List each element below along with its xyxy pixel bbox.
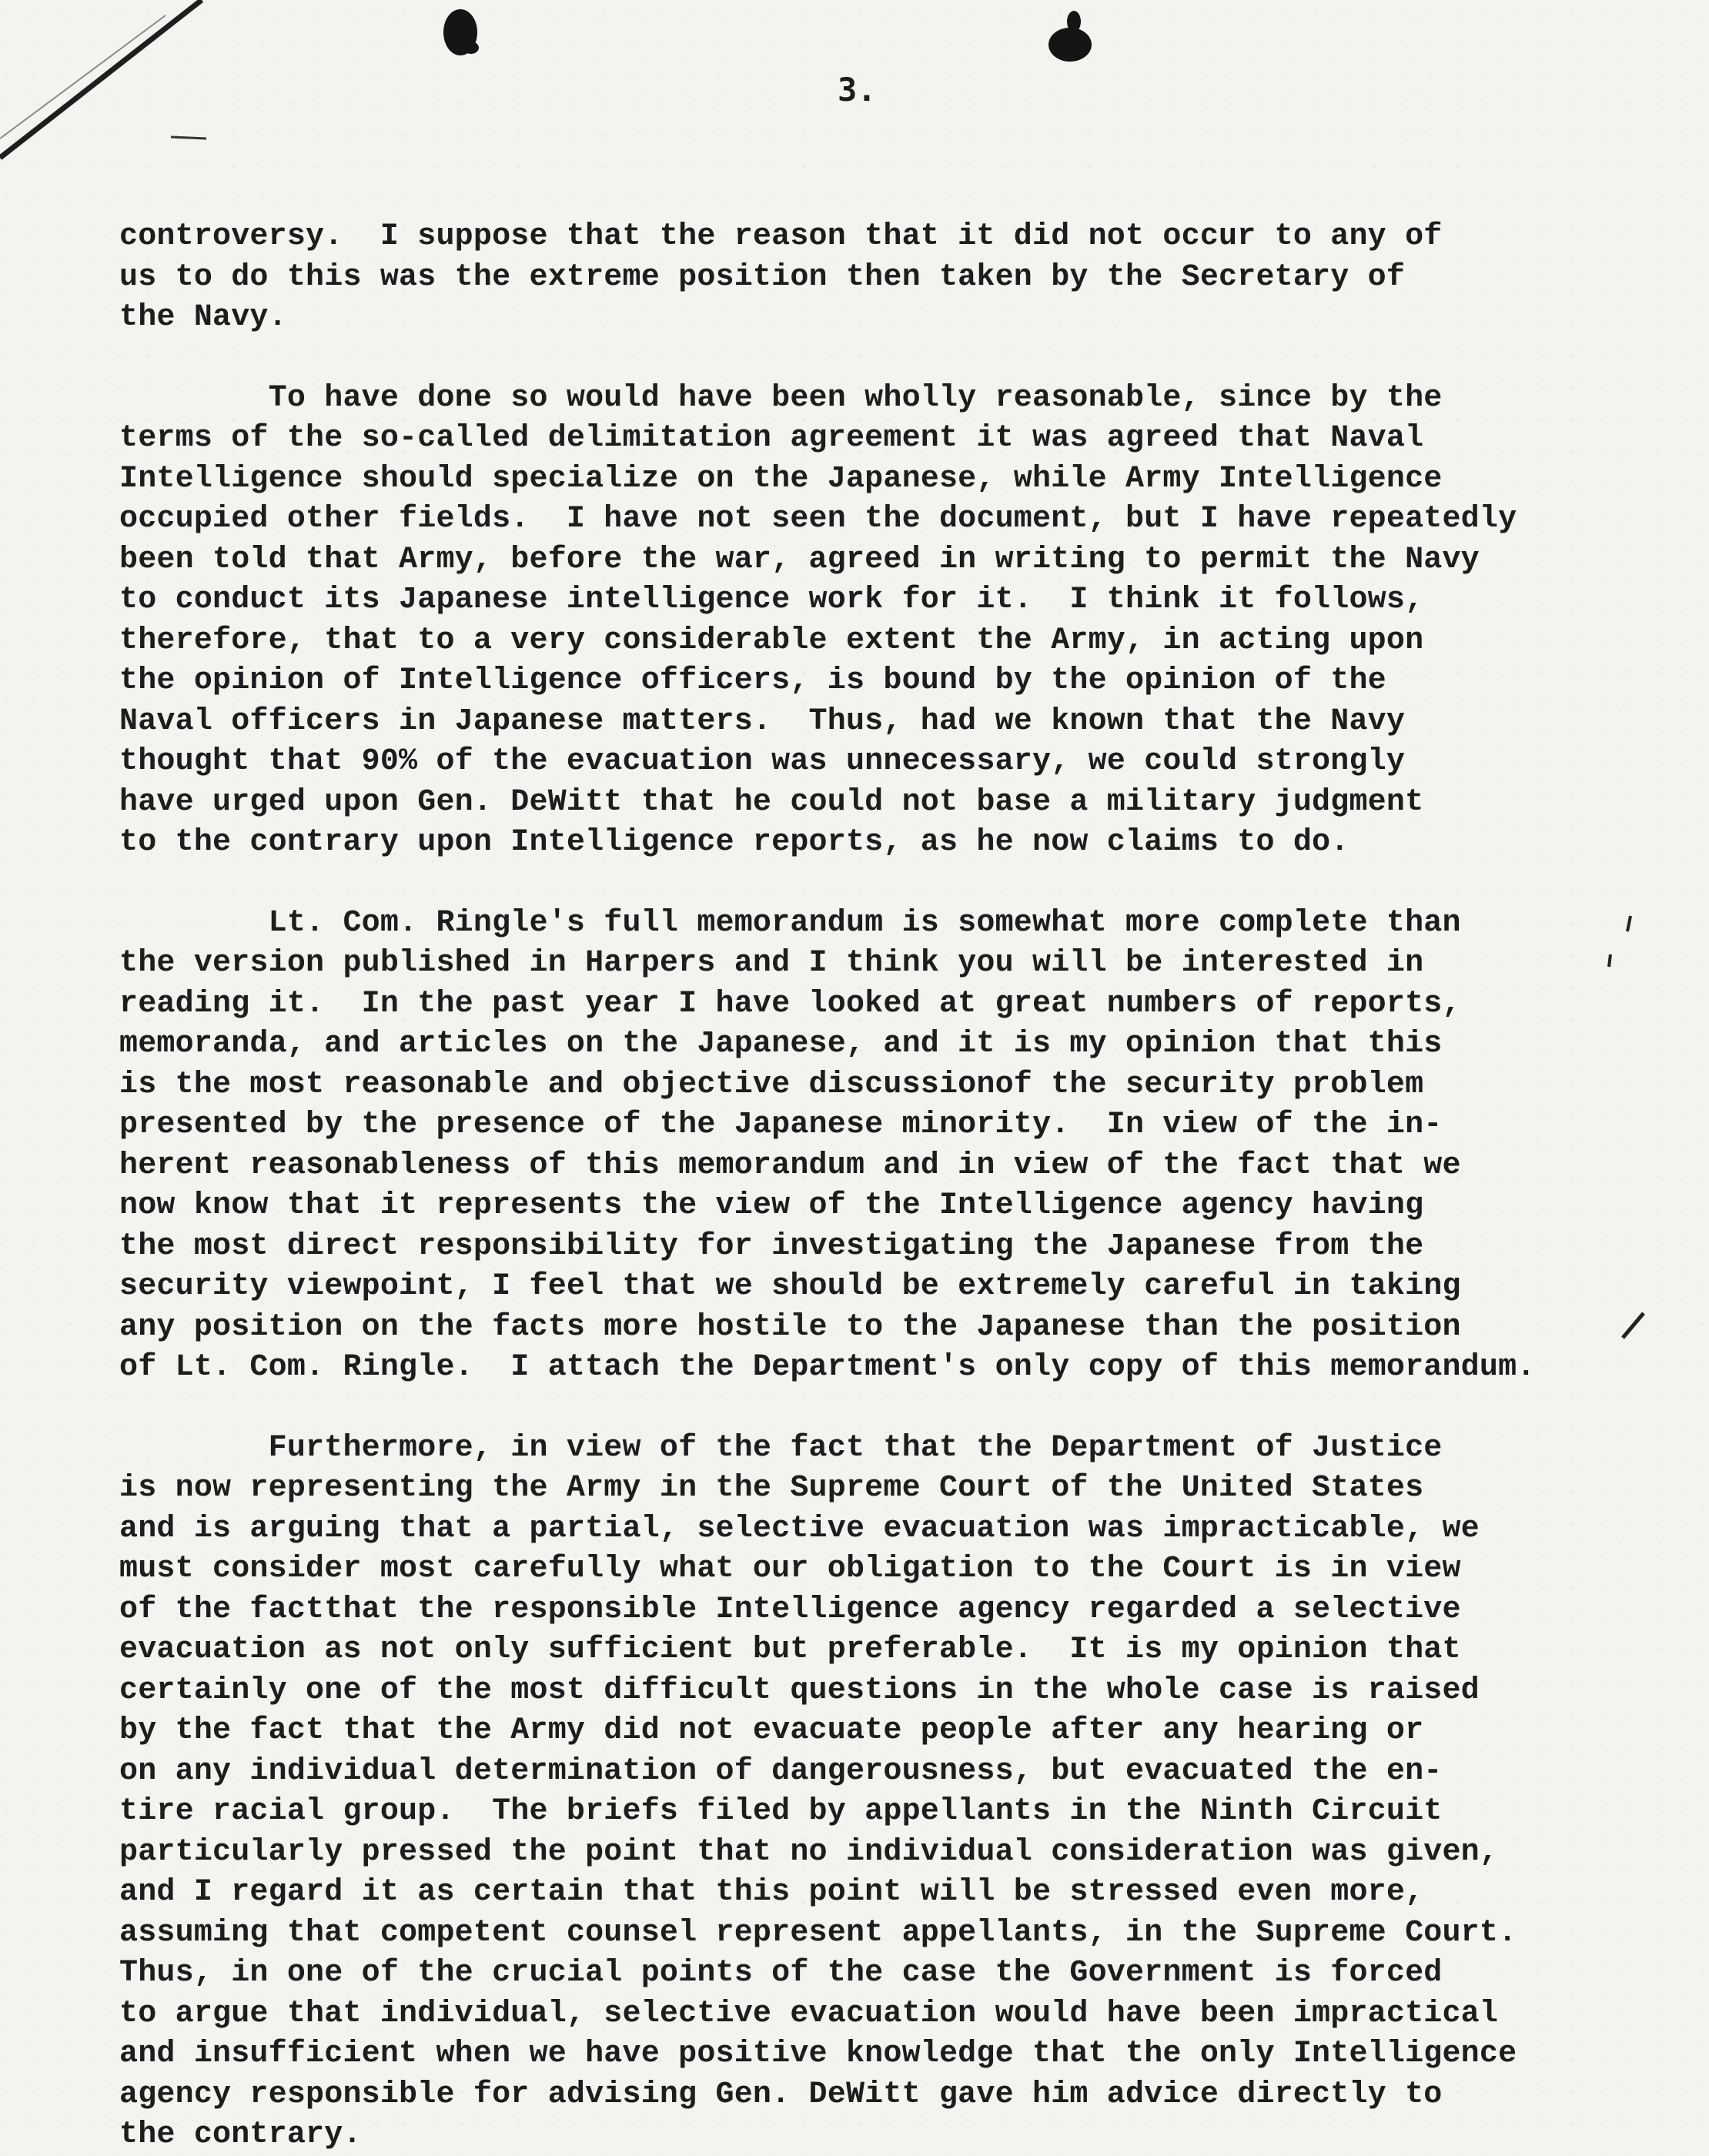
paragraph [119,1429,1674,2156]
text-line: Thus, in one of the crucial points of the case the Government is forced [119,1956,1443,1991]
text-line: controversy. I suppose that the reason that it did not occur to any of [119,219,1443,254]
text-line: the most direct responsibility for investigating the Japanese from the [119,1228,1424,1264]
text-line: to argue that individual, selective evacuation would have been impractical [119,1996,1499,2031]
text-line: us to do this was the extreme position then taken by the Secretary of [119,259,1406,295]
text-line: now know that it represents the view of the Intelligence agency having [119,1188,1424,1223]
paragraph [119,379,1674,864]
text-line: and I regard it as certain that this point will be stressed even more, [119,1875,1424,1910]
text-line: memoranda, and articles on the Japanese, and it is my opinion that this [119,1027,1443,1061]
text-line: the Navy. [119,300,287,335]
text-line: assuming that competent counsel represent appellants, in the Supreme Court. [119,1915,1517,1950]
text-line: the opinion of Intelligence officers, is bound by the opinion of the [119,664,1386,698]
text-line: and insufficient when we have positive knowledge that the only Intelligence [119,2037,1517,2071]
text-line: is now representing the Army in the Supreme Court of the United States [119,1471,1424,1506]
ink-blot-right-top [1067,11,1081,32]
text-line: of the factthat the responsible Intelligence agency regarded a selective [119,1592,1461,1627]
text-line: Lt. Com. Ringle's full memorandum is somewhat more complete than [119,905,1461,941]
ink-blot-right [1048,28,1092,62]
text-line: herent reasonableness of this memorandum and in view of the fact that we [119,1148,1461,1183]
text-line: particularly pressed the point that no individual consideration was given, [119,1834,1499,1870]
paragraph-gap [119,1389,1674,1429]
text-line: occupied other fields. I have not seen the document, but I have repeatedly [119,502,1517,536]
text-line: is the most reasonable and objective discussionof the security problem [119,1067,1424,1102]
text-line: the contrary. [119,2118,362,2152]
text-line: have urged upon Gen. DeWitt that he could not base a military judgment [119,784,1424,820]
text-line: the version published in Harpers and I think you will be interested in [119,946,1424,981]
text-line: agency responsible for advising Gen. DeWitt gave him advice directly to [119,2077,1443,2112]
paragraph [119,217,1674,339]
text-line: Intelligence should specialize on the Japanese, while Army Intelligence [119,461,1443,496]
text-line: Naval officers in Japanese matters. Thus, had we known that the Navy [119,704,1406,739]
text-line: evacuation as not only sufficient but preferable. It is my opinion that [119,1633,1461,1667]
text-line: certainly one of the most difficult questions in the whole case is raised [119,1673,1480,1708]
ink-blot-left-small [463,42,479,54]
text-line: reading it. In the past year I have looked at great numbers of reports, [119,986,1461,1021]
text-line: terms of the so-called delimitation agreement it was agreed that Naval [119,421,1424,456]
text-line: on any individual determination of dangerousness, but evacuated the en- [119,1753,1443,1789]
text-line: Furthermore, in view of the fact that the Department of Justice [119,1430,1443,1466]
text-line: to the contrary upon Intelligence reports, as he now claims to do. [119,825,1349,860]
letter-body [119,217,1674,2156]
text-line: of Lt. Com. Ringle. I attach the Department's only copy of this memorandum. [119,1350,1536,1385]
text-line: thought that 90% of the evacuation was unnecessary, we could strongly [119,744,1406,779]
text-line: To have done so would have been wholly reasonable, since by the [119,380,1443,416]
text-line: by the fact that the Army did not evacuate people after any hearing or [119,1713,1424,1748]
text-line: presented by the presence of the Japanese minority. In view of the in- [119,1108,1443,1142]
diagonal-scratch-mark [0,0,202,158]
page-number: 3. [838,71,877,109]
text-line: tire racial group. The briefs filed by appellants in the Ninth Circuit [119,1794,1443,1829]
text-line: must consider most carefully what our obligation to the Court is in view [119,1552,1461,1586]
scratch-shadow-mark [0,15,166,139]
text-line: any position on the facts more hostile to the Japanese than the position [119,1309,1461,1345]
text-line: been told that Army, before the war, agreed in writing to permit the Navy [119,542,1480,577]
stray-dash-top [171,137,206,139]
text-line: to conduct its Japanese intelligence work for it. I think it follows, [119,583,1424,617]
text-line: and is arguing that a partial, selective evacuation was impracticable, we [119,1511,1480,1546]
paragraph-gap [119,339,1674,379]
paragraph-gap [119,864,1674,904]
text-line: security viewpoint, I feel that we should be extremely careful in taking [119,1269,1461,1304]
paragraph [119,904,1674,1389]
text-line: therefore, that to a very considerable extent the Army, in acting upon [119,623,1424,658]
